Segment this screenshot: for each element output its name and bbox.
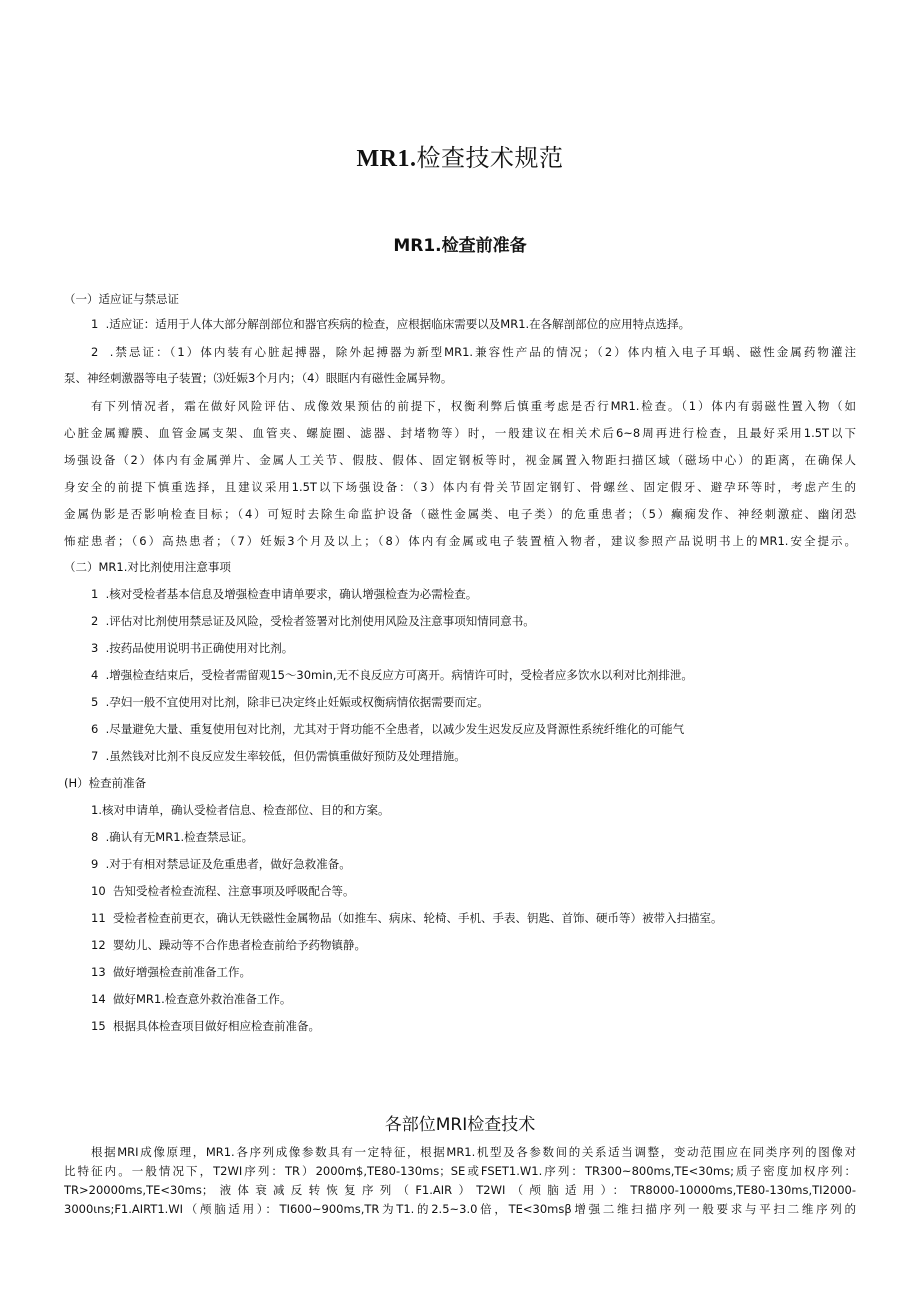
list-item: 9 .对于有相对禁忌证及危重患者，做好急救准备。 bbox=[91, 857, 351, 871]
paragraph-line: 1 .适应证：适用于人体大部分解剖部位和器官疾病的检查，应根据临床需要以及MR1.在各解剖部位的应用特点选择。 bbox=[91, 317, 691, 331]
list-item: 5 .孕妇一般不宜使用对比剂，除非已决定终止妊娠或权衡病情依据需要而定。 bbox=[91, 695, 489, 709]
list-item: 2 .评估对比剂使用禁忌证及风险，受检者签署对比剂使用风险及注意事项知情同意书。 bbox=[91, 614, 535, 628]
list-item: 1.核对申请单，确认受检者信息、检查部位、目的和方案。 bbox=[91, 803, 390, 817]
document-title bbox=[0, 141, 920, 176]
subsection-title: (H）检查前准备 bbox=[64, 776, 147, 790]
list-item: 7 .虽然钱对比剂不良反应发生率较低，但仍需慎重做好预防及处理措施。 bbox=[91, 749, 466, 763]
list-item: 3 .按药品使用说明书正确使用对比剂。 bbox=[91, 641, 294, 655]
list-item: 6 .尽量避免大量、重复使用包对比剂，尤其对于肾功能不全患者，以减少发生迟发反应及肾源性系统纤维化的可能气 bbox=[91, 722, 685, 736]
list-item: 15 根据具体检查项目做好相应检查前准备。 bbox=[91, 1019, 320, 1033]
paragraph-line: TR>20000ms,TE<30ms；液体衰减反转恢复序列（F1.AIR）T2WI（颅脑适用）：TR8000-10000ms,TE80-130ms,TI2000- bbox=[64, 1183, 856, 1197]
list-item: 13 做好增强检查前准备工作。 bbox=[91, 965, 251, 979]
document-title-prefix: MR1. bbox=[356, 146, 417, 172]
paragraph-line: 3000ιns;F1.AIRT1.WI（颅脑适用）：TI600~900ms,TR为T1.的2.5~3.0倍，TE<30msβ增强二维扫描序列一般要求与平扫二维序列的 bbox=[64, 1202, 856, 1216]
section-heading-techniques: 各部位MRI检查技术 bbox=[384, 1115, 536, 1135]
document-title-text: 检查技术规范 bbox=[416, 144, 564, 172]
paragraph-line: 怖症患者；（6）高热患者；（7）妊娠3个月及以上；（8）体内有金属或电子装置植入物者，建议参照产品说明书上的MR1.安全提示。 bbox=[64, 534, 856, 548]
list-item: 12 婴幼儿、躁动等不合作患者检查前给予药物镇静。 bbox=[91, 938, 366, 952]
paragraph-line: 身安全的前提下慎重选择，且建议采用1.5T以下场强设备：（3）体内有骨关节固定钢钉、骨螺丝、固定假牙、避孕环等时，考虑产生的 bbox=[64, 480, 856, 494]
paragraph-line: 场强设备（2）体内有金属弹片、金属人工关节、假肢、假体、固定钢板等时，视金属置入物距扫描区域（磁场中心）的距离，在确保人 bbox=[64, 453, 856, 467]
paragraph-line: 泵、神经刺激器等电子装置；⑶妊娠3个月内；（4）眼眶内有磁性金属异物。 bbox=[64, 371, 453, 385]
list-item: 1 .核对受检者基本信息及增强检查申请单要求，确认增强检查为必需检查。 bbox=[91, 587, 478, 601]
list-item: 4 .增强检查结束后，受检者需留观15～30min,无不良反应方可离开。病情许可时，受检者应多饮水以利对比剂排泄。 bbox=[91, 668, 693, 682]
section-heading-preparation: MR1.检查前准备 bbox=[393, 236, 527, 256]
list-item: 8 .确认有无MR1.检查禁忌证。 bbox=[91, 830, 254, 844]
paragraph-line: 心脏金属瓣膜、血管金属支架、血管夹、螺旋圈、滤器、封堵物等）时，一般建议在相关术后6~8周再进行检查，且最好采用1.5T以下 bbox=[64, 426, 856, 440]
paragraph-line: 金属伪影是否影响检查目标；（4）可短时去除生命监护设备（磁性金属类、电子类）的危重患者；（5）癫痫发作、神经刺激症、幽闭恐 bbox=[64, 507, 856, 521]
subsection-title: （一）适应证与禁忌证 bbox=[64, 292, 179, 306]
paragraph-line: 比特征内。一般情况下，T2WI序列：TR）2000m$,TE80-130ms；SE或FSET1.W1.序列：TR300~800ms,TE<30ms;质子密度加权序列： bbox=[64, 1164, 856, 1178]
paragraph-line: 有下列情况者，霜在做好风险评估、成像效果预估的前提下，权衡利弊后慎重考虑是否行MR1.检查。（1）体内有弱磁性置入物（如 bbox=[91, 399, 856, 413]
list-item: 11 受检者检查前更衣，确认无铁磁性金属物品（如推车、病床、轮椅、手机、手表、钥匙、首饰、硬币等）被带入扫描室。 bbox=[91, 911, 723, 925]
subsection-title: （二）MR1.对比剂使用注意事项 bbox=[64, 560, 231, 574]
paragraph-line: 2 .禁忌证：（1）体内装有心脏起搏器，除外起搏器为新型MR1.兼容性产品的情况；（2）体内植入电子耳蜗、磁性金属药物灌注 bbox=[91, 345, 856, 359]
list-item: 14 做好MR1.检查意外救治准备工作。 bbox=[91, 992, 292, 1006]
list-item: 10 告知受检者检查流程、注意事项及呼吸配合等。 bbox=[91, 884, 355, 898]
paragraph-line: 根据MRI成像原理，MR1.各序列成像参数具有一定特征，根据MR1.机型及各参数间的关系适当调整，变动范围应在同类序列的图像对 bbox=[91, 1145, 856, 1159]
